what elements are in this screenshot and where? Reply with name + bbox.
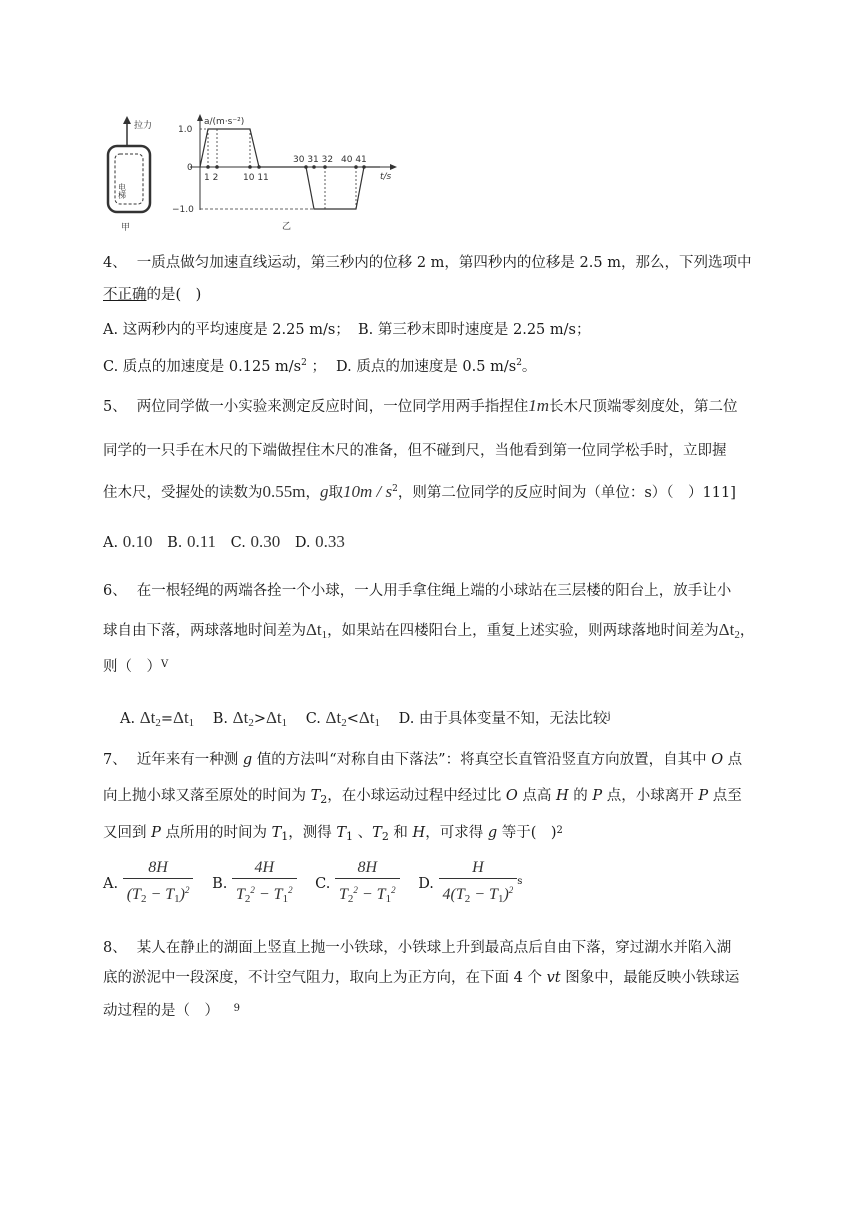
q4-line2	[103, 285, 201, 305]
q5-number: 5、	[103, 399, 127, 415]
q7-option-a[interactable]: A. $\frac{8H}{(T_2 - T_1)^2}$	[103, 876, 198, 892]
q4-option-a[interactable]: A. 这两秒内的平均速度是 2.25 m/s；	[103, 322, 350, 338]
q6-options	[120, 707, 611, 733]
acceleration-graph	[172, 114, 397, 232]
panel-label-right: 乙	[282, 222, 292, 232]
q4-line1	[103, 253, 751, 273]
q5-option-c[interactable]: C. 0.30	[230, 532, 281, 551]
q6-option-b[interactable]: B. $\Delta t_2>\Delta t_1$	[212, 708, 288, 729]
y-tick-0: 0	[187, 163, 193, 173]
q5-option-b[interactable]: B. 0.11	[167, 532, 217, 551]
q7-number: 7、	[103, 752, 127, 768]
q7-line1: 7、 近年来有一种测 g 值的方法叫“对称自由下落法”：将真空长直管沿竖直方向放置，自其中 O 点	[103, 752, 743, 768]
q8-line3: 动过程的是（ ） $^9$	[103, 1003, 240, 1019]
q5-math-g-value: 10m / s	[342, 482, 393, 501]
elevator-acceleration-figure	[100, 110, 410, 235]
y-tick-neg1: −1.0	[172, 205, 194, 215]
y-tick-1: 1.0	[178, 125, 193, 135]
q5-line2: 同学的一只手在木尺的下端做捏住木尺的准备，但不碰到尺，当他看到第一位同学松手时，立即握	[103, 443, 727, 459]
q6-option-c[interactable]: C. $\Delta t_2<\Delta t_1$	[305, 708, 380, 729]
q6-option-d[interactable]: D. 由于具体变量不知，无法比较$^j$	[398, 711, 611, 727]
elevator-label: 电梯	[117, 183, 127, 199]
q4-option-c[interactable]: C. 质点的加速度是 0.125 $m/s^2$ ；	[103, 358, 326, 375]
q8-line1: 8、 某人在静止的湖面上竖直上抛一小铁球，小铁球上升到最高点后自由下落，穿过湖水并陷入湖	[103, 940, 732, 956]
q6-number: 6、	[103, 583, 127, 599]
q7-options	[103, 858, 522, 910]
q5-math-1m: 1m	[528, 396, 550, 415]
q5-line3: 住木尺，受握处的读数为0.55m，g取$10m / s^2$，则第二位同学的反应时间为（单位：s）（ ）111]	[103, 482, 736, 501]
y-axis-label: a/(m·s⁻²)	[204, 117, 245, 127]
elevator-diagram	[108, 116, 152, 233]
q4-stem: 一质点做匀加速直线运动，第三秒内的位移 2 m，第四秒内的位移是 2.5 m，那么，下列选项中	[136, 255, 752, 271]
q4-option-b[interactable]: B. 第三秒末即时速度是 2.25 m/s；	[358, 322, 591, 338]
q7-line3: 又回到 P 点所用的时间为 $T_1$，测得 $T_1$ 、$T_2$ 和 H，可求得 g 等于( )$^2$	[103, 825, 563, 843]
q4-options-cd	[103, 353, 537, 377]
q4-option-d[interactable]: D. 质点的加速度是 0.5 $m/s^2$。	[336, 358, 537, 375]
q5-options	[103, 532, 345, 553]
q6-line3: 则（ ）$^V$	[103, 659, 169, 675]
q4-options-ab	[103, 320, 591, 340]
q5-option-d[interactable]: D. 0.33	[294, 532, 345, 551]
q8-number: 8、	[103, 940, 127, 956]
q6-line1: 6、 在一根轻绳的两端各拴一个小球，一人用手拿住绳上端的小球站在三层楼的阳台上，放手让小	[103, 583, 732, 599]
q5-option-a[interactable]: A. 0.10	[103, 532, 153, 551]
q8-line2: 底的淤泥中一段深度，不计空气阻力，取向上为正方向，在下面 4 个 vt 图象中，最能反映小铁球运	[103, 970, 740, 986]
q6-line2: 球自由下落，两球落地时间差为$\Delta t_1$，如果站在四楼阳台上，重复上述实验，则两球落地时间差为$\Delta t_2$，	[103, 620, 755, 641]
x-tick-1-2: 1 2	[204, 173, 219, 183]
q5-math-g: g	[319, 482, 329, 501]
force-label: 拉力	[134, 121, 153, 131]
x-tick-30-32: 30 31 32	[293, 155, 334, 165]
q5-line1: 5、 两位同学做一小实验来测定反应时间，一位同学用两手指捏住1m长木尺顶端零刻度处，第二位	[103, 396, 738, 415]
q4-not-correct: 不正确	[103, 287, 147, 303]
q4-stem-end: 的是( )	[146, 287, 202, 303]
x-tick-10-11: 10 11	[243, 173, 269, 183]
q7-option-d[interactable]: D. $\frac{H}{4(T_2 - T_1)^2}$ $^s$	[418, 859, 523, 905]
x-tick-40-41: 40 41	[341, 155, 367, 165]
q6-option-a[interactable]: A. $\Delta t_2=\Delta t_1$	[120, 708, 195, 729]
q7-option-b[interactable]: B. $\frac{4H}{T_2^2 - T_1^2}$	[212, 876, 301, 892]
x-axis-label: t/s	[380, 172, 392, 182]
q5-math-reading: 0.55m	[262, 482, 306, 501]
q4-number: 4、	[103, 255, 127, 271]
q7-line2: 向上抛小球又落至原处的时间为 $T_2$，在小球运动过程中经过比 O 点高 H 的 P 点，小球离开 P 点至	[103, 788, 742, 806]
panel-label-left: 甲	[121, 223, 131, 233]
q7-option-c[interactable]: C. $\frac{8H}{T_2^2 - T_1^2}$	[315, 876, 404, 892]
